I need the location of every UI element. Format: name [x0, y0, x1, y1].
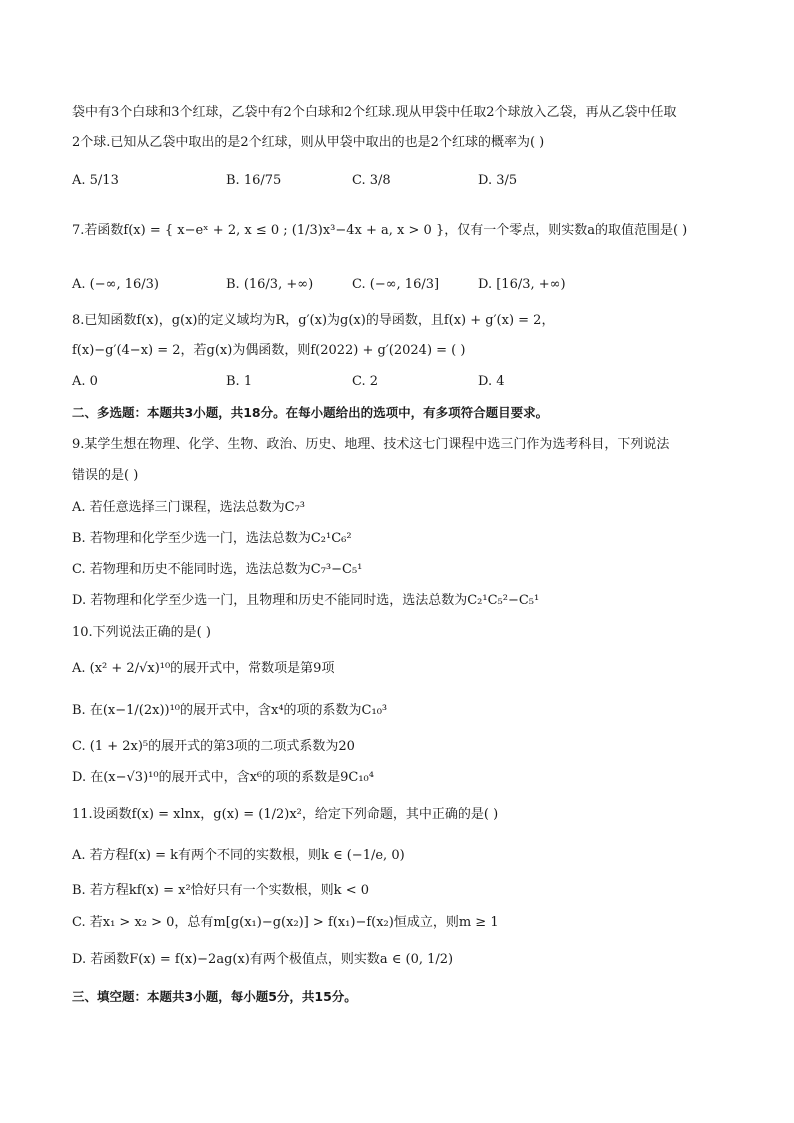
q6-option-b: B. 16/75 — [226, 173, 282, 188]
q9-option-a: A. 若任意选择三门课程，选法总数为C₇³ — [72, 500, 306, 515]
q8-line-1: 8.已知函数f(x)，g(x)的定义域均为R，g′(x)为g(x)的导函数，且f(x) + g′(x) = 2， — [72, 313, 555, 328]
q7-option-b: B. (16/3, +∞) — [226, 277, 314, 292]
q9-option-d: D. 若物理和化学至少选一门，且物理和历史不能同时选，选法总数为C₂¹C₅²−C₅¹ — [72, 593, 540, 608]
q10-option-a: A. (x² + 2/√x)¹⁰的展开式中，常数项是第9项 — [72, 661, 335, 676]
q9-line-1: 9.某学生想在物理、化学、生物、政治、历史、地理、技术这七门课程中选三门作为选考科目，下列说法 — [72, 437, 670, 452]
q11-option-c: C. 若x₁ > x₂ > 0，总有m[g(x₁)−g(x₂)] > f(x₁)−f(x₂)恒成立，则m ≥ 1 — [72, 915, 499, 930]
q9-line-2: 错误的是( ) — [72, 468, 139, 483]
q8-option-a: A. 0 — [72, 374, 98, 389]
q9-option-b: B. 若物理和化学至少选一门，选法总数为C₂¹C₆² — [72, 531, 352, 546]
q8-option-c: C. 2 — [352, 374, 379, 389]
q7-option-a: A. (−∞, 16/3) — [72, 277, 159, 292]
q10-option-c: C. (1 + 2x)⁵的展开式的第3项的二项式系数为20 — [72, 739, 355, 754]
q7-stem: 7.若函数f(x) = { x−eˣ + 2, x ≤ 0 ; (1/3)x³−4x + a, x > 0 }，仅有一个零点，则实数a的取值范围是( ) — [72, 223, 688, 238]
q6-line-1: 袋中有3个白球和3个红球，乙袋中有2个白球和2个红球.现从甲袋中任取2个球放入乙袋，再从乙袋中任取 — [72, 105, 677, 120]
q8-option-d: D. 4 — [478, 374, 505, 389]
q6-line-2: 2个球.已知从乙袋中取出的是2个红球，则从甲袋中取出的也是2个红球的概率为( ) — [72, 135, 545, 150]
section-2-heading: 二、多选题：本题共3小题，共18分。在每小题给出的选项中，有多项符合题目要求。 — [72, 405, 549, 420]
q7-option-c: C. (−∞, 16/3] — [352, 277, 440, 292]
section-3-heading: 三、填空题：本题共3小题，每小题5分，共15分。 — [72, 989, 357, 1004]
q11-option-d: D. 若函数F(x) = f(x)−2ag(x)有两个极值点，则实数a ∈ (0, 1/2) — [72, 952, 454, 967]
q10-option-b: B. 在(x−1/(2x))¹⁰的展开式中，含x⁴的项的系数为C₁₀³ — [72, 703, 388, 718]
q6-option-a: A. 5/13 — [72, 173, 119, 188]
q11-option-b: B. 若方程kf(x) = x²恰好只有一个实数根，则k < 0 — [72, 883, 369, 898]
q9-option-c: C. 若物理和历史不能同时选，选法总数为C₇³−C₅¹ — [72, 562, 363, 577]
q8-line-2: f(x)−g′(4−x) = 2，若g(x)为偶函数，则f(2022) + g′(2024) = ( ) — [72, 343, 466, 358]
q11-option-a: A. 若方程f(x) = k有两个不同的实数根，则k ∈ (−1/e, 0) — [72, 848, 405, 863]
q10-stem: 10.下列说法正确的是( ) — [72, 625, 211, 640]
q8-option-b: B. 1 — [226, 374, 253, 389]
q10-option-d: D. 在(x−√3)¹⁰的展开式中，含x⁶的项的系数是9C₁₀⁴ — [72, 770, 374, 785]
q6-option-c: C. 3/8 — [352, 173, 391, 188]
q7-option-d: D. [16/3, +∞) — [478, 277, 566, 292]
q6-option-d: D. 3/5 — [478, 173, 518, 188]
q11-stem: 11.设函数f(x) = xlnx，g(x) = (1/2)x²，给定下列命题，其中正确的是( ) — [72, 807, 499, 822]
